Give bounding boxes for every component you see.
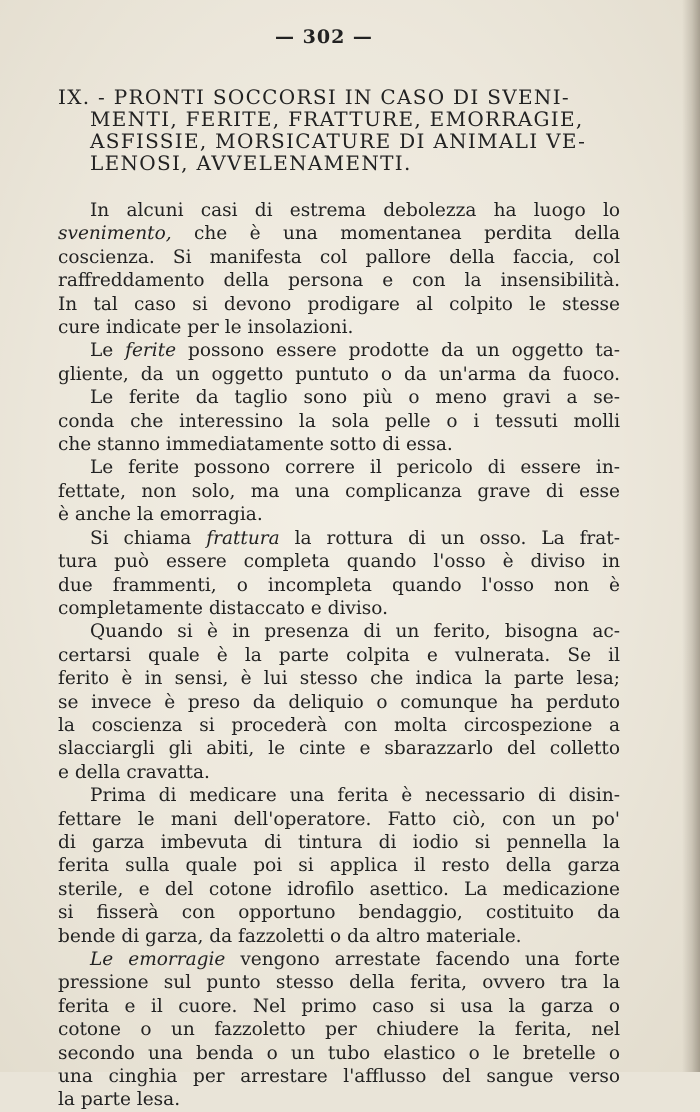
text-line: ferita sulla quale poi si applica il resto della garza <box>58 855 620 877</box>
text-line: ferita e il cuore. Nel primo caso si usa la garza o <box>58 995 620 1017</box>
text-line: due frammenti, o incompleta quando l'osso non è <box>58 574 620 596</box>
text-line: fettate, non solo, ma una complicanza grave di esse <box>58 480 620 502</box>
body-text <box>58 199 620 1112</box>
page-edge-shadow <box>682 0 700 1072</box>
page-number: — 302 — <box>275 26 373 48</box>
text-line: Le emorragie vengono arrestate facendo una forte <box>90 949 620 970</box>
text-line: raffreddamento della persona e con la insensibilità. <box>58 270 620 292</box>
text-line: Le ferite da taglio sono più o meno gravi a se- <box>90 387 620 409</box>
text-line: Si chiama frattura la rottura di un osso. La frat- <box>90 527 620 549</box>
text-line: certarsi quale è la parte colpita e vulnerata. Se il <box>58 644 620 666</box>
text-line: si fisserà con opportuno bendaggio, costituito da <box>58 902 620 924</box>
text-line: gliente, da un oggetto puntuto o da un'arma da fuoco. <box>58 363 620 385</box>
text-line: coscienza. Si manifesta col pallore della faccia, col <box>58 246 620 268</box>
heading-line: LENOSI, AVVELENAMENTI. <box>90 151 412 175</box>
chapter-heading <box>58 86 618 174</box>
text-line: In alcuni casi di estrema debolezza ha luogo lo <box>90 200 620 221</box>
text-line: slacciargli gli abiti, le cinte e sbarazzarlo del colletto <box>58 738 620 760</box>
text-line: In tal caso si devono prodigare al colpito le stesse <box>58 293 620 315</box>
text-line: Le ferite possono correre il pericolo di essere in- <box>90 457 620 479</box>
text-line: una cinghia per arrestare l'afflusso del sangue verso <box>58 1066 620 1088</box>
heading-line: MENTI, FERITE, FRATTURE, EMORRAGIE, <box>90 107 584 131</box>
text-line: bende di garza, da fazzoletti o da altro materiale. <box>58 925 522 947</box>
text-line: cure indicate per le insolazioni. <box>58 317 354 339</box>
heading-line: IX. - PRONTI SOCCORSI IN CASO DI SVENI- <box>58 85 570 109</box>
text-line: di garza imbevuta di tintura di iodio si pennella la <box>58 831 620 853</box>
text-line: che stanno immediatamente sotto di essa. <box>58 434 453 456</box>
text-line: tura può essere completa quando l'osso è diviso in <box>58 551 620 573</box>
text-line: pressione sul punto stesso della ferita, ovvero tra la <box>58 972 620 994</box>
text-line: Quando si è in presenza di un ferito, bisogna ac- <box>90 621 620 643</box>
text-line: e della cravatta. <box>58 761 210 783</box>
text-line: sterile, e del cotone idrofilo asettico. La medicazione <box>58 878 620 900</box>
text-line: secondo una benda o un tubo elastico o le bretelle o <box>58 1042 620 1064</box>
text-line: la parte lesa. <box>58 1089 181 1111</box>
text-line: completamente distaccato e diviso. <box>58 597 388 619</box>
text-line: svenimento, che è una momentanea perdita della <box>58 223 620 245</box>
text-line: fettare le mani dell'operatore. Fatto ciò, con un po' <box>58 808 620 830</box>
text-line: se invece è preso da deliquio o comunque ha perduto <box>58 691 620 713</box>
text-line: è anche la emorragia. <box>58 504 263 526</box>
text-line: Prima di medicare una ferita è necessario di disin- <box>90 785 620 807</box>
text-line: conda che interessino la sola pelle o i tessuti molli <box>58 410 620 432</box>
heading-line: ASFISSIE, MORSICATURE DI ANIMALI VE- <box>90 129 587 153</box>
text-line: Le ferite possono essere prodotte da un oggetto ta- <box>90 340 620 362</box>
text-line: cotone o un fazzoletto per chiudere la ferita, nel <box>58 1019 620 1041</box>
text-line: la coscienza si procederà con molta circospezione a <box>58 714 620 736</box>
text-line: ferito è in sensi, è lui stesso che indica la parte lesa; <box>58 668 620 690</box>
